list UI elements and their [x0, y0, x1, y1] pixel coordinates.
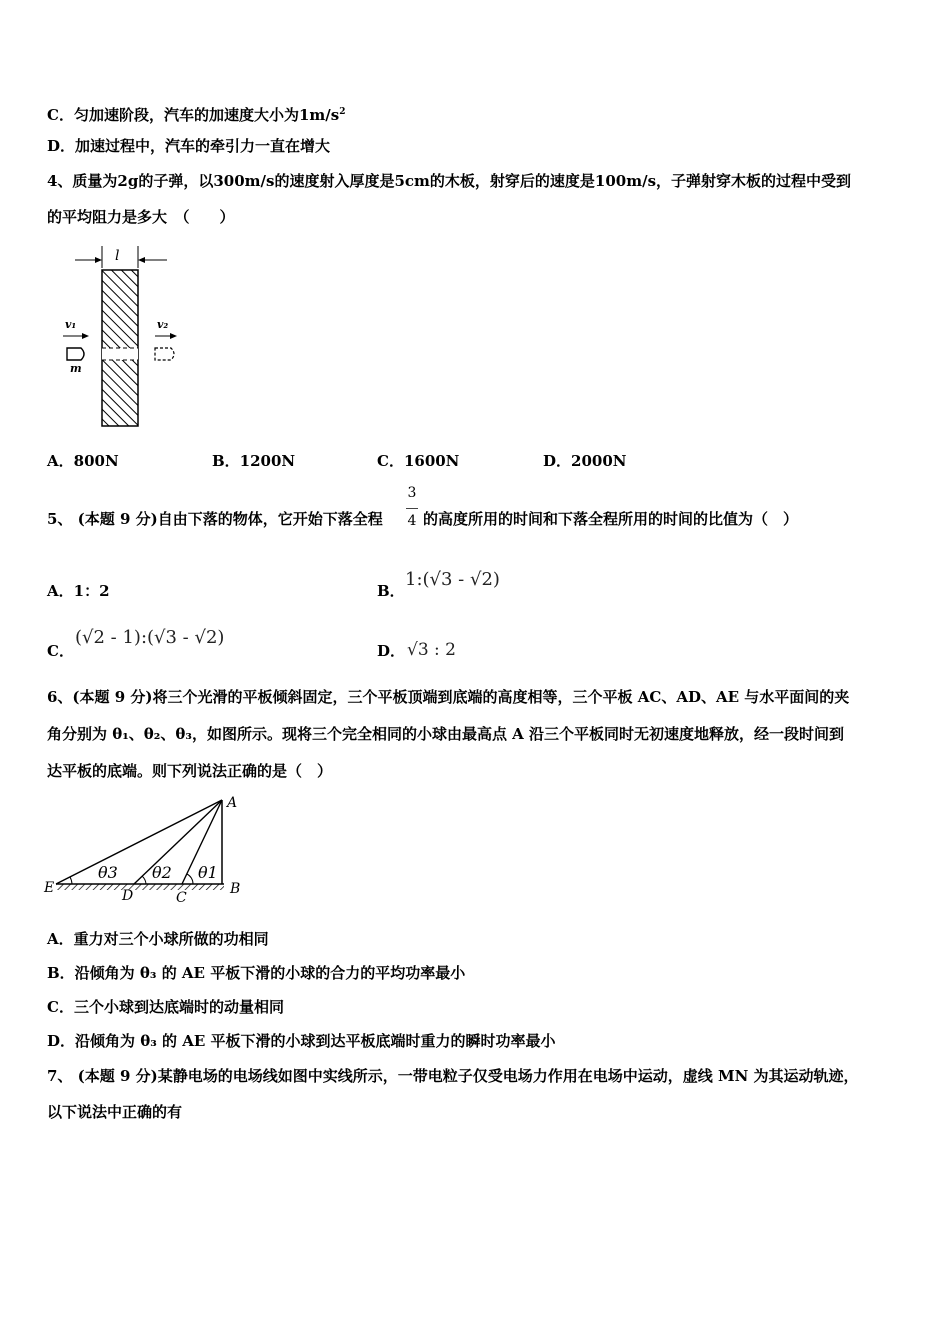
svg-text:B: B [230, 881, 241, 897]
q6-option-d: D．沿倾角为 θ₃ 的 AE 平板下滑的小球到达平板底端时重力的瞬时功率最小 [47, 1032, 556, 1050]
q3-option-c: C．匀加速阶段，汽车的加速度大小为$1m/s^2$ [47, 106, 346, 124]
svg-text:D: D [122, 888, 134, 904]
q4-option-c: C．1600N [377, 452, 460, 470]
bullet-exit [155, 348, 174, 360]
q5-stem-prefix: 5、 (本题 9 分)自由下落的物体，它开始下落全程 [47, 510, 383, 528]
svg-text:A: A [227, 795, 238, 811]
q5-option-d-math: √3 : 2 [407, 640, 456, 660]
svg-text:θ3: θ3 [98, 863, 118, 882]
q6-inclined-planes-figure [42, 792, 252, 904]
q5-fraction-denominator: 4 [407, 513, 417, 529]
q4-stem-line1: 4、质量为2g的子弹，以300m/s的速度射入厚度是5cm的木板，射穿后的速度是100m/s，子弹射穿木板的过程中受到 [47, 172, 852, 190]
q5-stem-suffix: 的高度所用的时间和下落全程所用的时间的比值为（ ） [423, 510, 799, 528]
q5-option-a: A．1：2 [47, 582, 110, 600]
q5-option-b-label: B． [377, 582, 405, 600]
q3-option-d: D．加速过程中，汽车的牵引力一直在增大 [47, 137, 331, 155]
q5-fraction-numerator: 3 [407, 485, 417, 501]
q4-bullet-board-figure [55, 244, 195, 434]
svg-text:θ1: θ1 [198, 863, 218, 882]
svg-text:C: C [176, 890, 187, 904]
mass-label: m [70, 362, 82, 375]
svg-text:θ2: θ2 [152, 863, 172, 882]
svg-text:E: E [44, 880, 55, 896]
q5-option-c-label: C． [47, 642, 74, 660]
q7-stem-line2: 以下说法中正确的有 [47, 1103, 183, 1121]
q5-option-d-label: D． [377, 642, 406, 660]
q6-stem-line3: 达平板的底端。则下列说法正确的是（ ） [47, 762, 333, 780]
q6-stem-line1: 6、(本题 9 分)将三个光滑的平板倾斜固定，三个平板顶端到底端的高度相等，三个平板 AC、AD、AE 与水平面间的夹 [47, 688, 850, 706]
v2-label: v₂ [157, 318, 169, 331]
q6-option-b: B．沿倾角为 θ₃ 的 AE 平板下滑的小球的合力的平均功率最小 [47, 964, 466, 982]
q7-stem-line1: 7、 (本题 9 分)某静电场的电场线如图中实线所示，一带电粒子仅受电场力作用在电场中运动，虚线 MN 为其运动轨迹， [47, 1067, 859, 1085]
q6-option-a: A．重力对三个小球所做的功相同 [47, 930, 269, 948]
q4-option-b: B．1200N [212, 452, 296, 470]
ground-hatch [56, 884, 224, 890]
bullet [67, 348, 84, 360]
q6-option-c: C．三个小球到达底端时的动量相同 [47, 998, 284, 1016]
q4-stem-line2: 的平均阻力是多大 （ ） [47, 208, 235, 226]
v1-label: v₁ [65, 318, 77, 331]
q5-option-c-math: (√2 - 1):(√3 - √2) [75, 627, 225, 648]
q5-fraction-bar [406, 508, 418, 509]
q4-option-a: A．800N [47, 452, 119, 470]
q4-option-d: D．2000N [543, 452, 627, 470]
q6-stem-line2: 角分别为 θ₁、θ₂、θ₃，如图所示。现将三个完全相同的小球由最高点 A 沿三个平板同时无初速度地释放，经一段时间到 [47, 725, 845, 743]
thickness-label: l [115, 248, 120, 264]
q5-option-b-math: 1:(√3 - √2) [405, 569, 500, 590]
